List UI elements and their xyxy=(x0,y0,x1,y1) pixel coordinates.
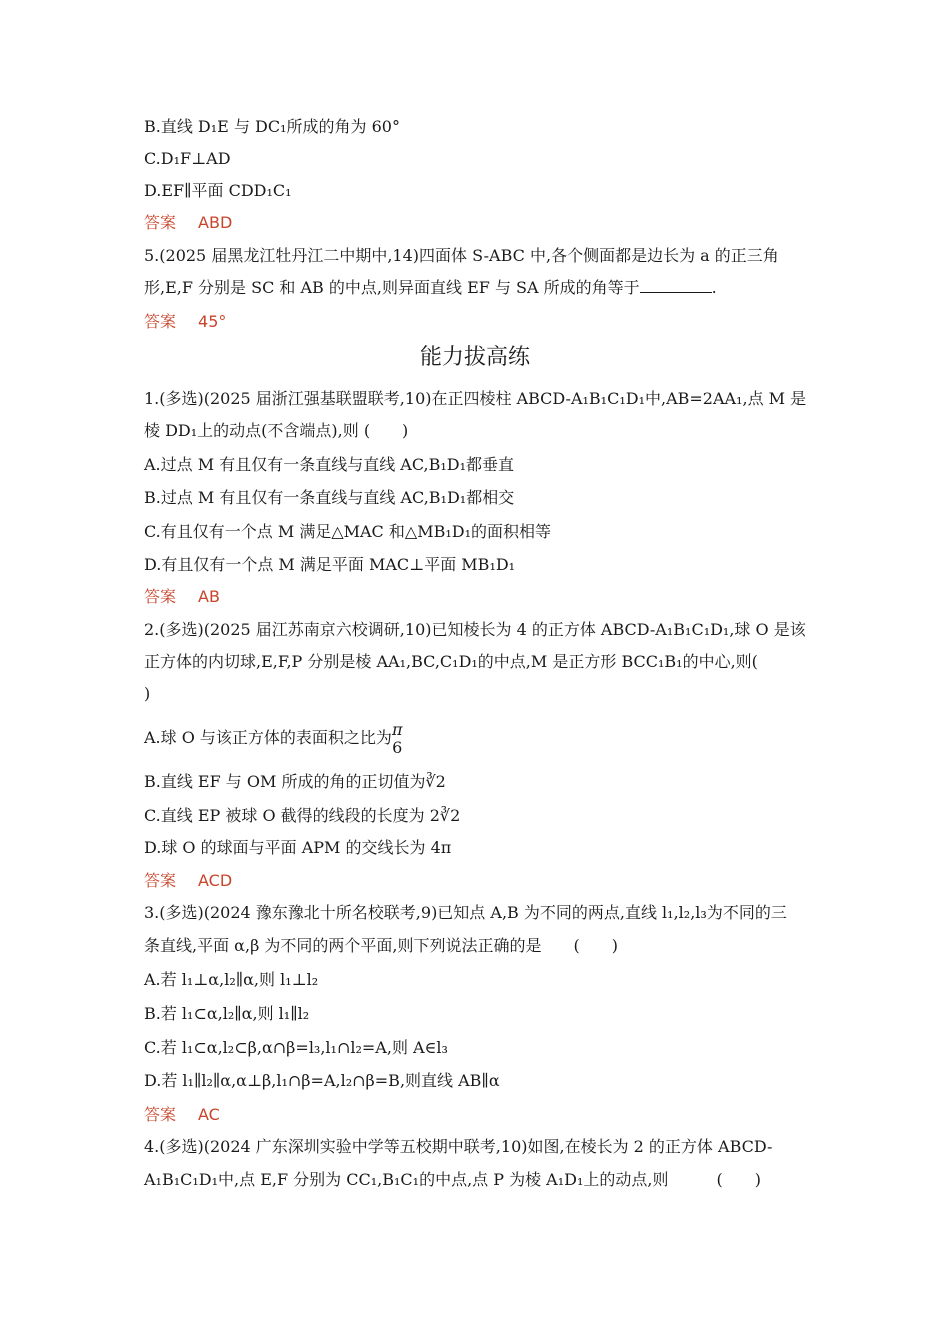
problem-1-option-c: C.有且仅有一个点 M 满足△MAC 和△MB₁D₁的面积相等 xyxy=(144,522,551,541)
answer-3 xyxy=(144,587,809,607)
problem-1-option-d: D.有且仅有一个点 M 满足平面 MAC⊥平面 MB₁D₁ xyxy=(144,555,516,574)
answer-4 xyxy=(144,871,809,891)
q5-period: . xyxy=(711,278,717,297)
question-5-line-2 xyxy=(144,278,809,298)
fraction-pi-over-6 xyxy=(392,721,403,757)
problem-4-line-2: A₁B₁C₁D₁中,点 E,F 分别为 CC₁,B₁C₁的中点,点 P 为棱 A₁D₁上的动点,则 ( ) xyxy=(144,1170,761,1189)
problem-3-option-c: C.若 l₁⊂α,l₂⊂β,α∩β=l₃,l₁∩l₂=A,则 A∈l₃ xyxy=(144,1038,448,1057)
fill-blank xyxy=(640,278,712,293)
problem-4-line-1: 4.(多选)(2024 广东深圳实验中学等五校期中联考,10)如图,在棱长为 2 的正方体 ABCD- xyxy=(144,1137,773,1156)
answer-label: 答案 xyxy=(144,587,177,606)
problem-2-option-b: B.直线 EF 与 OM 所成的角的正切值为∛2 xyxy=(144,772,446,791)
problem-2-line-2: 正方体的内切球,E,F,P 分别是棱 AA₁,BC,C₁D₁的中点,M 是正方形 BCC₁B₁的中心,则( xyxy=(144,652,758,671)
option-d-line: D.EF∥平面 CDD₁C₁ xyxy=(144,181,292,200)
fraction-numerator: π xyxy=(391,719,403,739)
problem-2-line-1: 2.(多选)(2025 届江苏南京六校调研,10)已知棱长为 4 的正方体 ABCD-A₁B₁C₁D₁,球 O 是该 xyxy=(144,620,806,639)
answer-label: 答案 xyxy=(144,312,177,331)
answer-label: 答案 xyxy=(144,213,177,232)
problem-2-option-a xyxy=(144,718,809,758)
answer-value: ABD xyxy=(198,213,233,232)
problem-3-option-a: A.若 l₁⊥α,l₂∥α,则 l₁⊥l₂ xyxy=(144,970,319,989)
answer-1 xyxy=(144,213,809,233)
question-5-line-1: 5.(2025 届黑龙江牡丹江二中期中,14)四面体 S-ABC 中,各个侧面都是边长为 a 的正三角 xyxy=(144,246,779,265)
answer-value: AC xyxy=(198,1105,220,1124)
problem-3-option-d: D.若 l₁∥l₂∥α,α⊥β,l₁∩β=A,l₂∩β=B,则直线 AB∥α xyxy=(144,1071,500,1090)
problem-2-option-d: D.球 O 的球面与平面 APM 的交线长为 4π xyxy=(144,838,452,857)
answer-value: AB xyxy=(198,587,220,606)
option-a-text: A.球 O 与该正方体的表面积之比为 xyxy=(144,728,392,747)
problem-1-option-b: B.过点 M 有且仅有一条直线与直线 AC,B₁D₁都相交 xyxy=(144,488,515,507)
option-b-line: B.直线 D₁E 与 DC₁所成的角为 60° xyxy=(144,117,400,136)
answer-label: 答案 xyxy=(144,1105,177,1124)
option-c-line: C.D₁F⊥AD xyxy=(144,149,231,168)
problem-3-line-2: 条直线,平面 α,β 为不同的两个平面,则下列说法正确的是 ( ) xyxy=(144,936,618,955)
problem-3-option-b: B.若 l₁⊂α,l₂∥α,则 l₁∥l₂ xyxy=(144,1004,310,1023)
answer-label: 答案 xyxy=(144,871,177,890)
answer-5 xyxy=(144,1105,809,1125)
section-heading: 能力拔高练 xyxy=(419,345,530,370)
fraction-denominator: 6 xyxy=(392,737,403,757)
answer-value: ACD xyxy=(198,871,233,890)
q5-text: 形,E,F 分别是 SC 和 AB 的中点,则异面直线 EF 与 SA 所成的角等于 xyxy=(144,278,640,297)
problem-1-line-1: 1.(多选)(2025 届浙江强基联盟联考,10)在正四棱柱 ABCD-A₁B₁C₁D₁中,AB=2AA₁,点 M 是 xyxy=(144,389,807,408)
problem-2-line-3: ) xyxy=(144,684,151,703)
answer-2 xyxy=(144,312,809,332)
problem-3-line-1: 3.(多选)(2024 豫东豫北十所名校联考,9)已知点 A,B 为不同的两点,直线 l₁,l₂,l₃为不同的三 xyxy=(144,903,787,922)
problem-1-line-2: 棱 DD₁上的动点(不含端点),则 ( ) xyxy=(144,421,409,440)
problem-1-option-a: A.过点 M 有且仅有一条直线与直线 AC,B₁D₁都垂直 xyxy=(144,455,515,474)
answer-value: 45° xyxy=(198,312,227,331)
problem-2-option-c: C.直线 EP 被球 O 截得的线段的长度为 2∛2 xyxy=(144,806,461,825)
